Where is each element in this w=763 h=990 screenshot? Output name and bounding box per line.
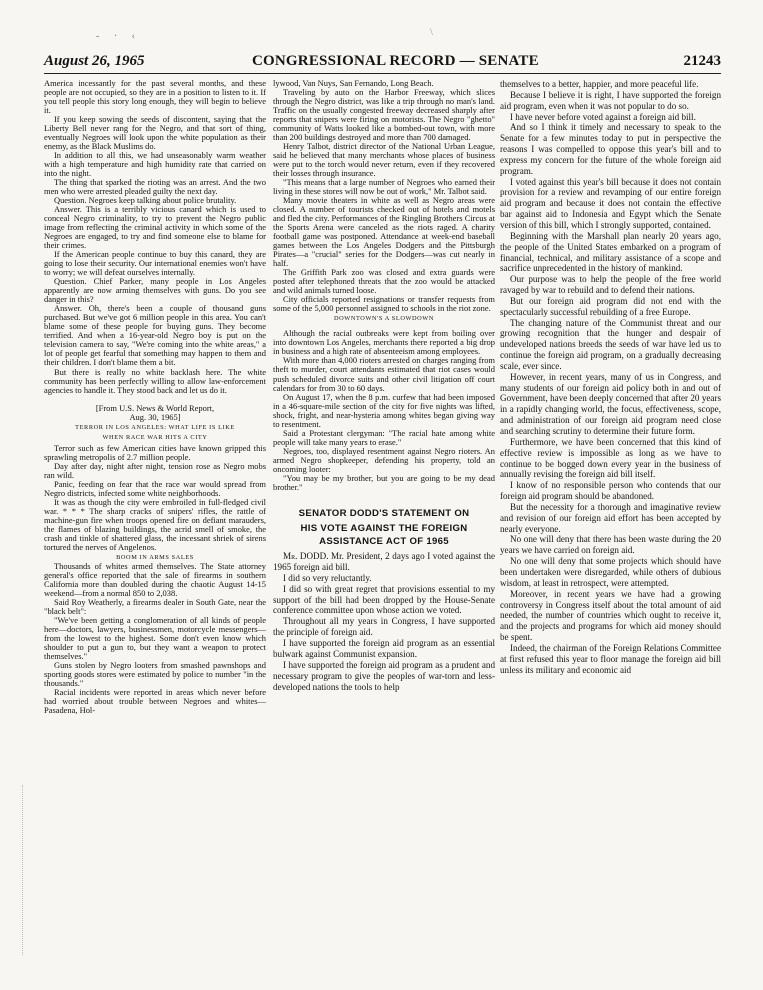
paragraph: Terror such as few American cities have known gripped this sprawling metropolis of 2.7 million people. xyxy=(44,442,266,462)
paragraph: If the American people continue to buy this canard, they are going to lose their security. Our international enemies won't have to worry; we will defeat ourselves internally. xyxy=(44,249,266,278)
margin-dotted-line xyxy=(22,785,23,955)
paragraph: I did so very reluctantly. xyxy=(283,572,372,583)
subhead-downtown: DOWNTOWN'S A SLOWDOWN xyxy=(333,315,435,323)
paragraph: themselves to a better, happier, and more peaceful life. xyxy=(500,79,699,89)
paragraph: It was as though the city were embroiled in full-fledged civil war. * * * The sharp cracks of snipers' rifles, the rattle of machine-gun fire when troops opened fire on defiant marauders, the flames of blazing buildings, the acrid smell of smoke, the crash and tinkle of shattered glass, the incessant shriek of sirens tortured the nerves of Angelenos. xyxy=(44,496,266,552)
article-title-line: HIS VOTE AGAINST THE FOREIGN xyxy=(300,522,468,534)
paragraph: Question. Chief Parker, many people in Los Angeles apparently are now arming themselves with guns. Do you see danger in this? xyxy=(44,276,266,305)
paragraph: I voted against this year's bill because it does not contain provision for a review and revamping of our entire foreign aid program and because it does not contain the effective bar against aid to Indonesia and Egypt which the Senate version of this bill, which I strongly supported, contained. xyxy=(500,176,721,230)
paragraph: I know of no responsible person who contends that our foreign aid program should be abandoned. xyxy=(500,480,721,502)
paragraph: Beginning with the Marshall plan nearly 20 years ago, the people of the United States embarked on a program of financial, technical, and military assistance of a scope and sacrifice unprecedented in the history of mankind. xyxy=(500,230,721,274)
paragraph: No one will deny that there has been waste during the 20 years we have carried on foreign aid. xyxy=(500,534,721,556)
paragraph: Throughout all my years in Congress, I have supported the principle of foreign aid. xyxy=(273,616,495,638)
paragraph: Henry Talbot, district director of the National Urban League, said he believed that many merchants whose places of business were put to the torch would never return, even if they recovered their losses through insurance. xyxy=(273,141,495,179)
paragraph: Negroes, too, displayed resentment against Negro rioters. An armed Negro shopkeeper, defending his property, told an oncoming looter: xyxy=(273,445,495,474)
paragraph: "You may be my brother, but you are going to be my dead brother." xyxy=(273,472,495,492)
paragraph: On August 17, when the 8 p.m. curfew that had been imposed in a 46-square-mile section of the city for five nights was lifted, shock, fright, and near-hysteria among whites began giving way to resentment. xyxy=(273,391,495,429)
paragraph: Said Roy Weatherly, a firearms dealer in South Gate, near the "black belt": xyxy=(44,596,266,616)
paragraph: Said a Protestant clergyman: "The racial hate among white people will take many years to erase." xyxy=(273,427,495,447)
paragraph: Indeed, the chairman of the Foreign Relations Committee at first refused this year to floor manage the foreign aid bill unless its military and economic aid xyxy=(500,642,721,675)
article-title-line: ASSISTANCE ACT OF 1965 xyxy=(319,535,449,547)
article-title-line: SENATOR DODD'S STATEMENT ON xyxy=(298,507,470,519)
paragraph: Our purpose was to help the people of the free world ravaged by war to rebuild and to defend their nations. xyxy=(500,274,721,296)
paragraph: Although the racial outbreaks were kept from boiling over into downtown Los Angeles, merchants there reported a big drop in business and a high rate of absenteeism among employees. xyxy=(273,328,495,357)
paragraph: But the necessity for a thorough and imaginative review and revision of our foreign aid effort has been accepted by nearly everyone. xyxy=(500,501,721,534)
section-title-line: WHEN RACE WAR HITS A CITY xyxy=(102,433,208,441)
paragraph: lywood, Van Nuys, San Fernando, Long Beach. xyxy=(273,79,434,88)
section-title-line: TERROR IN LOS ANGELES: WHAT LIFE IS LIKE xyxy=(75,423,235,431)
column-3 xyxy=(500,79,721,675)
paragraph: Thousands of whites armed themselves. The State attorney general's office reported that the sale of firearms in southern California more than doubled during the chaotic August 14-15 weekend—from a normal 850 to 2,038. xyxy=(44,560,266,598)
speaker-name: Mr. DODD. xyxy=(283,550,329,561)
paragraph: But our foreign aid program did not end with the spectacularly successful rebuilding of a free Europe. xyxy=(500,295,721,317)
paragraph: However, in recent years, many of us in Congress, and many students of our foreign aid policy both in and out of Government, have been deeply concerned that after 20 years in a rapidly changing world, the focus, effectiveness, scope, and administration of our foreign aid program need close and searching scrutiny to determine their future form. xyxy=(500,371,721,436)
header-date: August 26, 1965 xyxy=(44,53,145,69)
paragraph: Day after day, night after night, tension rose as Negro mobs ran wild. xyxy=(44,460,266,480)
paragraph: Guns stolen by Negro looters from smashed pawnshops and sporting goods stores were estimated by police to number "in the thousands." xyxy=(44,659,266,689)
header-title: CONGRESSIONAL RECORD — SENATE xyxy=(252,53,539,69)
dodd-statement xyxy=(273,551,495,693)
paragraph: If you keep sowing the seeds of discontent, saying that the Liberty Bell never rang for the Negro, and that sort of thing, eventually Negroes will look upon the white population as their enemy, as the Black Muslims do. xyxy=(44,114,266,152)
paragraph: In addition to all this, we had unseasonably warm weather with a high temperature and high humidity rate that carried on into the night. xyxy=(44,150,266,179)
source-citation-line: Aug. 30, 1965] xyxy=(129,411,181,422)
paragraph: I did so with great regret that provisions essential to my support of the bill had been dropped by the House-Senate conference committee upon whose action we voted. xyxy=(273,583,495,616)
paragraph: Racial incidents were reported in areas which never before had worried about trouble between Negroes and whites—Pasadena, Hol- xyxy=(44,687,266,716)
paragraph: America incessantly for the past several months, and these people are not occupied, so they are in a position to listen to it. If you tell people this story long enough, they will begin to believe it. xyxy=(44,79,266,116)
scan-marks: - · ‹ xyxy=(96,31,141,42)
paragraph: The Griffith Park zoo was closed and extra guards were posted after telephoned threats that the zoo would be attacked and wild animals turned loose. xyxy=(273,267,495,296)
header-page-number: 21243 xyxy=(683,53,721,69)
paragraph: And so I think it timely and necessary to speak to the Senate for a few minutes today to put in perspective the reasons I was compelled to oppose this year's bill and to express my concern for the future of the whole foreign aid program. xyxy=(500,122,721,176)
paragraph: With more than 4,000 rioters arrested on charges ranging from theft to murder, court attendants estimated that riot cases would push scheduled divorce suits and other civil litigation off court calendars for from 30 to 60 days. xyxy=(273,355,495,393)
paragraph: Traveling by auto on the Harbor Freeway, which slices through the Negro district, was like a trip through no man's land. Traffic on the usually congested freeway decreased sharply after reports that snipers were firing on motorists. The Negro "ghetto" community of Watts looked like a bombed-out town, with more than 200 buildings destroyed and more than 700 damaged. xyxy=(273,87,495,143)
paragraph: Because I believe it is right, I have supported the foreign aid program, even when it was not popular to do so. xyxy=(500,89,721,111)
paragraph: Furthermore, we have been concerned that this kind of effective review is impossible as long as we have to continue to be bogged down every year in the business of annually revising the foreign aid bill itself. xyxy=(500,436,721,480)
column-1 xyxy=(44,79,266,715)
paragraph: "We've been getting a conglomeration of all kinds of people here—doctors, lawyers, businessmen, motorcycle messengers—from the lowest to the highest. Some don't even know which shoulder to put a gun to, but they want a weapon to protect themselves." xyxy=(44,614,266,661)
scan-tick-mark: \ xyxy=(430,27,433,38)
source-citation-line: [From U.S. News & World Report, xyxy=(95,402,215,413)
paragraph: The changing nature of the Communist threat and our growing recognition that the hunger and despair of undeveloped nations breeds the seeds of war have led us to continue the foreign aid program, on a gradually decreasing scale, ever since. xyxy=(500,317,721,371)
paragraph xyxy=(273,551,495,573)
paragraph: Answer. This is a terribly vicious canard which is used to conceal Negro criminality, to try to prevent the Negro public image from reflecting the criminal activity in which some of the Negroes are engaged, to try and find someone else to blame for their crimes. xyxy=(44,204,266,251)
paragraph: "This means that a large number of Negroes who earned their living in these stores will now be out of work," Mr. Talbot said. xyxy=(273,177,495,197)
paragraph: I have never before voted against a foreign aid bill. xyxy=(510,111,696,122)
paragraph: Question. Negroes keep talking about police brutality. xyxy=(54,195,237,206)
paragraph: Moreover, in recent years we have had a growing controversy in Congress itself about the total amount of aid needed, the number of countries which ought to receive it, and the projects and programs for which aid money should be spent. xyxy=(500,588,721,643)
subhead-arms-sales: BOOM IN ARMS SALES xyxy=(116,553,194,561)
paragraph: Many movie theaters in white as well as Negro areas were closed. A number of tourists checked out of hotels and motels and fled the city. Performances of the Ringling Brothers Circus at the Sports Arena were canceled as the riots raged. A charity football game was postponed. Attendance at week-end baseball games between the Los Angeles Dodgers and the Pittsburgh Pirates—a "crucial" series for the Dodgers—was cut nearly in half. xyxy=(273,195,495,269)
paragraph: Panic, feeding on fear that the race war would spread from Negro districts, infected some white neighborhoods. xyxy=(44,478,266,498)
paragraph: Answer. Oh, there's been a couple of thousand guns purchased. But we've got 6 million people in this area. You can't blame some of these people for buying guns. They become terrified. And when a 16-year-old Negro boy is put on the television camera to say, "We're coming into the white areas," a lot of people get fearful that something may happen to them and their children. I don't blame them a bit. xyxy=(44,303,266,368)
paragraph: No one will deny that some projects which should have been undertaken were disregarded, while others of dubious wisdom, at least in retrospect, were attempted. xyxy=(500,556,721,588)
paragraph: The thing that sparked the rioting was an arrest. And the two men who were arrested pleaded guilty the next day. xyxy=(44,177,266,197)
paragraph: But there is really no white backlash here. The white community has been perfectly willing to allow law-enforcement agencies to handle it. They stood back and let us do it. xyxy=(44,366,266,395)
page-header xyxy=(44,53,721,74)
paragraph: I have supported the foreign aid program as an essential bulwark against Communist expansion. xyxy=(273,638,495,660)
column-2 xyxy=(273,79,495,693)
paragraph: City officials reported resignations or transfer requests from some of the 5,000 personnel assigned to schools in the riot zone. xyxy=(273,294,495,314)
paragraph-text: Mr. President, 2 days ago I voted against the 1965 foreign aid bill. xyxy=(273,550,495,572)
paragraph: I have supported the foreign aid program as a prudent and necessary program to give the peoples of war-torn and less-developed nations the tools to help xyxy=(273,660,495,693)
